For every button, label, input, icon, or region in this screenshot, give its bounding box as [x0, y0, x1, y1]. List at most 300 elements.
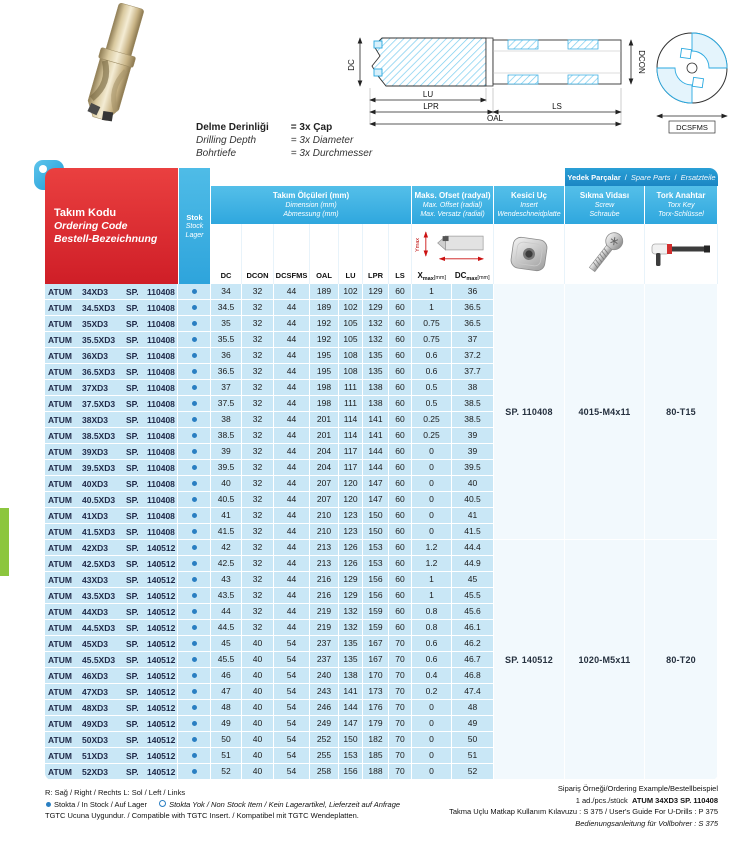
value-cell: 46.8 [452, 668, 494, 684]
value-cell: 0.4 [412, 668, 452, 684]
stock-indicator [178, 364, 211, 380]
value-cell: 135 [339, 652, 363, 668]
header-dimensions [211, 186, 412, 224]
value-cell: 70 [389, 636, 412, 652]
table-row [45, 460, 494, 476]
value-cell: 189 [310, 284, 339, 300]
tool-code: ATUM 38XD3 SP. 110408 [45, 412, 178, 428]
tool-code: ATUM 46XD3 SP. 140512 [45, 668, 178, 684]
table-row [45, 316, 494, 332]
value-cell: 44 [274, 572, 310, 588]
tool-code: ATUM 48XD3 SP. 140512 [45, 700, 178, 716]
value-cell: 44 [274, 508, 310, 524]
stock-indicator [178, 492, 211, 508]
spare-header-tr: Yedek Parçalar [567, 172, 621, 182]
stock-dot [192, 577, 197, 582]
stock-indicator [178, 636, 211, 652]
value-cell: 54 [274, 700, 310, 716]
value-cell: 0 [412, 748, 452, 764]
value-cell: 35.5 [211, 332, 242, 348]
stock-dot [192, 513, 197, 518]
table-row [45, 364, 494, 380]
stock-dot [192, 673, 197, 678]
stock-indicator [178, 396, 211, 412]
value-cell: 70 [389, 700, 412, 716]
value-cell: 60 [389, 620, 412, 636]
stock-dot [192, 593, 197, 598]
value-cell: 46.2 [452, 636, 494, 652]
value-cell: 1.2 [412, 540, 452, 556]
stock-dot [192, 689, 197, 694]
value-cell: 32 [242, 476, 274, 492]
value-cell: 147 [339, 716, 363, 732]
value-cell: 0.2 [412, 684, 452, 700]
value-cell: 38.5 [452, 412, 494, 428]
stock-indicator [178, 732, 211, 748]
value-cell: 40 [242, 732, 274, 748]
value-cell: 150 [363, 524, 389, 540]
stock-indicator [178, 716, 211, 732]
value-cell: 60 [389, 492, 412, 508]
value-cell: 36.5 [452, 300, 494, 316]
insert-spec: SP. 140512 [494, 540, 565, 780]
table-row [45, 652, 494, 668]
stock-dot [192, 561, 197, 566]
value-cell: 40 [242, 764, 274, 780]
value-cell: 114 [339, 428, 363, 444]
stock-indicator [178, 508, 211, 524]
code-header-en: Ordering Code [54, 220, 128, 232]
value-cell: 70 [389, 732, 412, 748]
value-cell: 36 [211, 348, 242, 364]
table-row [45, 428, 494, 444]
value-cell: 60 [389, 508, 412, 524]
stock-dot [192, 705, 197, 710]
value-cell: 37.7 [452, 364, 494, 380]
stock-indicator [178, 620, 211, 636]
tool-code: ATUM 36XD3 SP. 110408 [45, 348, 178, 364]
depth-label-de: Bohrtiefe [196, 148, 237, 159]
value-cell: 216 [310, 572, 339, 588]
value-cell: 32 [242, 348, 274, 364]
value-cell: 153 [339, 748, 363, 764]
value-cell: 120 [339, 476, 363, 492]
value-cell: 117 [339, 444, 363, 460]
screw-header-de: Schraube [589, 211, 620, 218]
value-cell: 70 [389, 764, 412, 780]
dcon-label: DCON [637, 50, 646, 74]
end-view-diagram [643, 22, 741, 141]
dimension-column-labels [211, 224, 412, 284]
value-cell: 192 [310, 316, 339, 332]
value-cell: 44 [274, 300, 310, 316]
value-cell: 40 [242, 748, 274, 764]
value-cell: 138 [339, 668, 363, 684]
value-cell: 32 [242, 460, 274, 476]
value-cell: 40 [211, 476, 242, 492]
value-cell: 138 [363, 380, 389, 396]
table-row [45, 668, 494, 684]
value-cell: 60 [389, 460, 412, 476]
value-cell: 40 [242, 700, 274, 716]
stock-indicator [178, 412, 211, 428]
value-cell: 32 [242, 412, 274, 428]
dims-header-tr: Takım Ölçüleri (mm) [272, 191, 350, 200]
value-cell: 132 [363, 332, 389, 348]
value-cell: 44 [274, 444, 310, 460]
value-cell: 210 [310, 508, 339, 524]
offset-header-en: Max. Offset (radial) [422, 202, 483, 209]
dcsfms-label: DCSFMS [676, 123, 708, 132]
lpr-label: LPR [423, 102, 439, 111]
value-cell: 45.5 [452, 588, 494, 604]
value-cell: 50 [211, 732, 242, 748]
value-cell: 108 [339, 364, 363, 380]
value-cell: 40 [452, 476, 494, 492]
value-cell: 0.6 [412, 364, 452, 380]
value-cell: 243 [310, 684, 339, 700]
stock-dot [192, 449, 197, 454]
tool-code: ATUM 47XD3 SP. 140512 [45, 684, 178, 700]
depth-value-tr: = 3x Çap [290, 122, 333, 133]
stock-indicator [178, 684, 211, 700]
value-cell: 123 [339, 524, 363, 540]
value-cell: 32 [242, 524, 274, 540]
value-cell: 0.25 [412, 412, 452, 428]
table-row [45, 444, 494, 460]
value-cell: 54 [274, 748, 310, 764]
insert-spec: SP. 110408 [494, 284, 565, 540]
torx-spec: 80-T15 [645, 284, 718, 540]
value-cell: 60 [389, 604, 412, 620]
value-cell: 54 [274, 652, 310, 668]
value-cell: 39 [452, 444, 494, 460]
table-row [45, 684, 494, 700]
value-cell: 60 [389, 316, 412, 332]
table-header [45, 168, 718, 284]
stock-indicator [178, 700, 211, 716]
screw-spec: 1020-M5x11 [565, 540, 645, 780]
table-row [45, 700, 494, 716]
tool-code: ATUM 39.5XD3 SP. 110408 [45, 460, 178, 476]
value-cell: 41.5 [452, 524, 494, 540]
depth-value-de: = 3x Durchmesser [290, 148, 373, 159]
value-cell: 135 [363, 364, 389, 380]
value-cell: 198 [310, 396, 339, 412]
col-label-dc: DC [211, 224, 242, 284]
tool-code: ATUM 52XD3 SP. 140512 [45, 764, 178, 780]
footer-notes-left [45, 787, 400, 822]
value-cell: 156 [339, 764, 363, 780]
value-cell: 153 [363, 556, 389, 572]
value-cell: 60 [389, 332, 412, 348]
value-cell: 1 [412, 572, 452, 588]
insert-photo [494, 224, 565, 284]
table-row [45, 764, 494, 780]
lu-label: LU [422, 90, 434, 99]
value-cell: 0 [412, 716, 452, 732]
ordering-example-title: Sipariş Örneği/Ordering Example/Bestellbeispiel [557, 784, 718, 793]
value-cell: 207 [310, 476, 339, 492]
header-spacer [211, 168, 565, 186]
value-cell: 54 [274, 764, 310, 780]
in-stock-dot [46, 802, 51, 807]
value-cell: 0 [412, 524, 452, 540]
insert-header-de: Wendeschneidplatte [497, 211, 561, 218]
value-cell: 70 [389, 652, 412, 668]
value-cell: 102 [339, 284, 363, 300]
value-cell: 40 [242, 668, 274, 684]
value-cell: 44 [274, 588, 310, 604]
table-row [45, 572, 494, 588]
value-cell: 49 [452, 716, 494, 732]
value-cell: 44 [274, 604, 310, 620]
value-cell: 258 [310, 764, 339, 780]
value-cell: 60 [389, 396, 412, 412]
value-cell: 44 [274, 364, 310, 380]
value-cell: 0.25 [412, 428, 452, 444]
value-cell: 60 [389, 556, 412, 572]
value-cell: 60 [389, 364, 412, 380]
value-cell: 129 [363, 300, 389, 316]
value-cell: 126 [339, 556, 363, 572]
value-cell: 32 [242, 284, 274, 300]
offset-header-de: Max. Versatz (radial) [420, 211, 485, 218]
value-cell: 40.5 [452, 492, 494, 508]
value-cell: 201 [310, 412, 339, 428]
screw-header-en: Screw [594, 202, 615, 209]
value-cell: 41.5 [211, 524, 242, 540]
value-cell: 46 [211, 668, 242, 684]
value-cell: 123 [339, 508, 363, 524]
screw-spec: 4015-M4x11 [565, 284, 645, 540]
stock-indicator [178, 300, 211, 316]
right-left-note: R: Sağ / Right / Rechts L: Sol / Left / Links [45, 788, 186, 797]
value-cell: 60 [389, 348, 412, 364]
value-cell: 213 [310, 556, 339, 572]
value-cell: 0 [412, 764, 452, 780]
col-label-ls: LS [389, 224, 412, 284]
value-cell: 150 [363, 508, 389, 524]
tool-code: ATUM 45.5XD3 SP. 140512 [45, 652, 178, 668]
value-cell: 105 [339, 316, 363, 332]
value-cell: 147 [363, 476, 389, 492]
stock-dot [192, 417, 197, 422]
value-cell: 32 [242, 620, 274, 636]
value-cell: 54 [274, 732, 310, 748]
stock-indicator [178, 668, 211, 684]
table-row [45, 492, 494, 508]
stock-indicator [178, 380, 211, 396]
value-cell: 249 [310, 716, 339, 732]
value-cell: 44 [274, 396, 310, 412]
value-cell: 46.1 [452, 620, 494, 636]
value-cell: 39.5 [211, 460, 242, 476]
footer-notes-right [449, 783, 718, 829]
value-cell: 44 [274, 348, 310, 364]
depth-note-de [196, 147, 372, 160]
value-cell: 45.5 [211, 652, 242, 668]
value-cell: 48 [211, 700, 242, 716]
value-cell: 37 [452, 332, 494, 348]
tool-code: ATUM 35XD3 SP. 110408 [45, 316, 178, 332]
stock-legend: Stokta / In Stock / Auf Lager Stokta Yok / Non Stock Item / Kein Lagerartikel, Lieferzeit auf Anfrage [45, 799, 400, 811]
value-cell: 44 [274, 412, 310, 428]
depth-label-tr: Delme Derinliği [196, 122, 269, 133]
value-cell: 60 [389, 412, 412, 428]
spare-header-en: Spare Parts [630, 172, 671, 182]
stock-dot [192, 609, 197, 614]
table-row [45, 412, 494, 428]
value-cell: 60 [389, 284, 412, 300]
value-cell: 201 [310, 428, 339, 444]
value-cell: 70 [389, 684, 412, 700]
value-cell: 167 [363, 636, 389, 652]
value-cell: 60 [389, 380, 412, 396]
table-rows [45, 284, 494, 780]
stock-indicator [178, 444, 211, 460]
value-cell: 0.5 [412, 380, 452, 396]
dc-label: DC [347, 59, 356, 71]
value-cell: 105 [339, 332, 363, 348]
stock-dot [192, 545, 197, 550]
table-row [45, 556, 494, 572]
value-cell: 188 [363, 764, 389, 780]
value-cell: 108 [339, 348, 363, 364]
value-cell: 0.8 [412, 620, 452, 636]
value-cell: 182 [363, 732, 389, 748]
tool-code: ATUM 51XD3 SP. 140512 [45, 748, 178, 764]
header-torx-key [645, 186, 718, 224]
table-row [45, 396, 494, 412]
value-cell: 39 [452, 428, 494, 444]
insert-header-en: Insert [520, 202, 538, 209]
value-cell: 1 [412, 588, 452, 604]
value-cell: 237 [310, 636, 339, 652]
value-cell: 32 [242, 444, 274, 460]
value-cell: 179 [363, 716, 389, 732]
dims-header-en: Dimension (mm) [285, 202, 337, 209]
value-cell: 43.5 [211, 588, 242, 604]
value-cell: 0 [412, 476, 452, 492]
value-cell: 37 [211, 380, 242, 396]
value-cell: 44.5 [211, 620, 242, 636]
value-cell: 32 [242, 300, 274, 316]
ordering-example: 1 ad./pcs./stück ATUM 34XD3 SP. 110408 [575, 795, 718, 805]
value-cell: 40.5 [211, 492, 242, 508]
value-cell: 141 [363, 428, 389, 444]
tool-code: ATUM 34.5XD3 SP. 110408 [45, 300, 178, 316]
value-cell: 0 [412, 492, 452, 508]
stock-indicator [178, 524, 211, 540]
value-cell: 46.7 [452, 652, 494, 668]
value-cell: 102 [339, 300, 363, 316]
depth-value-en: = 3x Diameter [290, 135, 354, 146]
tgtc-note: TGTC Ucuna Uygundur. / Compatible with TGTC Insert. / Kompatibel mit TGTC Wendeplatten. [45, 811, 359, 820]
value-cell: 1.2 [412, 556, 452, 572]
table-row [45, 732, 494, 748]
value-cell: 150 [339, 732, 363, 748]
stock-indicator [178, 316, 211, 332]
table-row [45, 588, 494, 604]
stock-indicator [178, 332, 211, 348]
value-cell: 47.4 [452, 684, 494, 700]
spare-header-de: Ersatzteile [680, 172, 716, 182]
value-cell: 153 [363, 540, 389, 556]
value-cell: 45 [452, 572, 494, 588]
stock-dot [192, 529, 197, 534]
screw-header-tr: Sıkma Vidası [579, 191, 630, 200]
drill-product-photo [40, 2, 190, 147]
tool-code: ATUM 34XD3 SP. 110408 [45, 284, 178, 300]
header-spare-parts: Yedek Parçalar / Spare Parts / Ersatzteile [565, 168, 718, 186]
value-cell: 0.8 [412, 604, 452, 620]
stock-dot [192, 465, 197, 470]
table-row [45, 284, 494, 300]
offset-diagram-area [412, 224, 494, 284]
value-cell: 32 [242, 604, 274, 620]
value-cell: 37.5 [211, 396, 242, 412]
value-cell: 0 [412, 508, 452, 524]
value-cell: 44 [274, 556, 310, 572]
value-cell: 0 [412, 444, 452, 460]
stock-dot [192, 641, 197, 646]
value-cell: 39 [211, 444, 242, 460]
tool-code: ATUM 39XD3 SP. 110408 [45, 444, 178, 460]
value-cell: 54 [274, 716, 310, 732]
value-cell: 49 [211, 716, 242, 732]
value-cell: 141 [363, 412, 389, 428]
value-cell: 189 [310, 300, 339, 316]
tool-code: ATUM 50XD3 SP. 140512 [45, 732, 178, 748]
stock-indicator [178, 572, 211, 588]
tool-code: ATUM 41XD3 SP. 110408 [45, 508, 178, 524]
header-max-offset [412, 186, 494, 224]
user-guide-note-de: Bedienungsanleitung für Vollbohrer : S 375 [575, 818, 718, 828]
stock-indicator [178, 348, 211, 364]
value-cell: 0 [412, 460, 452, 476]
value-cell: 41 [452, 508, 494, 524]
table-row [45, 604, 494, 620]
value-cell: 44 [274, 316, 310, 332]
tool-code: ATUM 43XD3 SP. 140512 [45, 572, 178, 588]
value-cell: 35 [211, 316, 242, 332]
tool-code: ATUM 44.5XD3 SP. 140512 [45, 620, 178, 636]
table-row [45, 332, 494, 348]
value-cell: 54 [274, 684, 310, 700]
table-row [45, 476, 494, 492]
header-ordering-code [45, 168, 178, 284]
value-cell: 60 [389, 540, 412, 556]
value-cell: 240 [310, 668, 339, 684]
col-label-dcmax: DC max [mm] [454, 271, 490, 282]
stock-dot [192, 481, 197, 486]
value-cell: 195 [310, 364, 339, 380]
code-header-tr: Takım Kodu [54, 207, 117, 219]
value-cell: 111 [339, 380, 363, 396]
value-cell: 32 [242, 588, 274, 604]
value-cell: 32 [242, 396, 274, 412]
value-cell: 44 [274, 460, 310, 476]
value-cell: 51 [452, 748, 494, 764]
value-cell: 0.6 [412, 348, 452, 364]
value-cell: 192 [310, 332, 339, 348]
tool-code: ATUM 40XD3 SP. 110408 [45, 476, 178, 492]
value-cell: 204 [310, 444, 339, 460]
header-screw [565, 186, 645, 224]
table-row [45, 300, 494, 316]
value-cell: 167 [363, 652, 389, 668]
